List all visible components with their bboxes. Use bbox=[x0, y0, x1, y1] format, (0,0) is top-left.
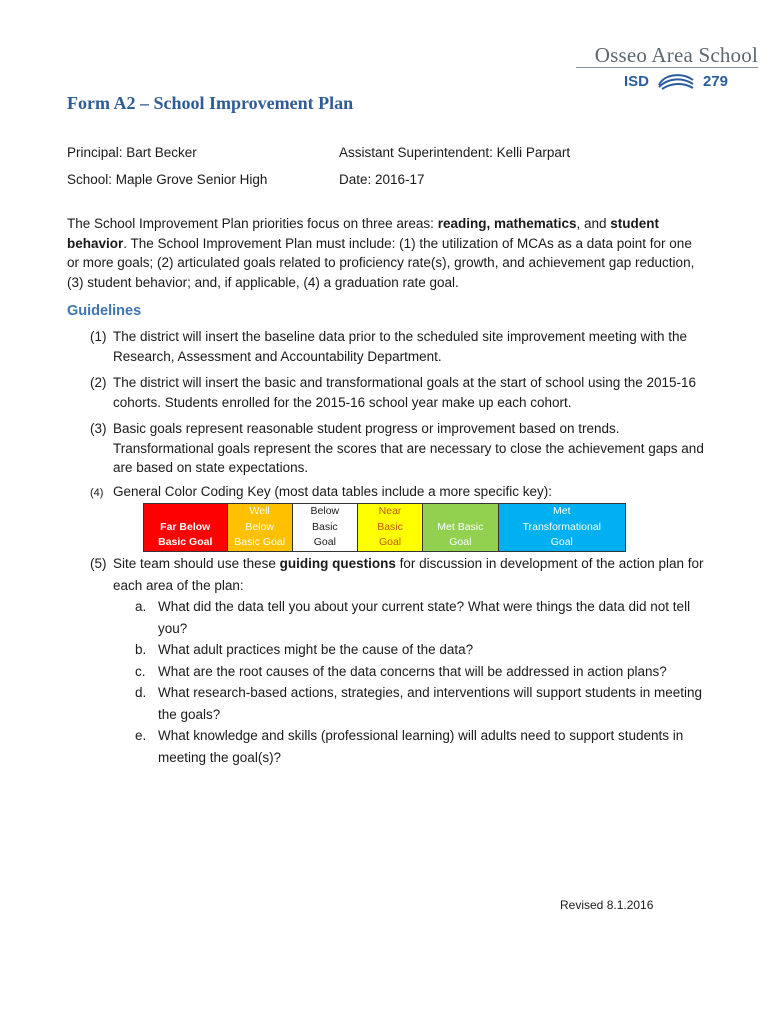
color-key-line: Met Basic bbox=[437, 520, 484, 533]
guideline-number: (1) bbox=[90, 329, 107, 344]
school-field: School: Maple Grove Senior High bbox=[67, 172, 268, 187]
swoosh-icon bbox=[656, 74, 696, 90]
guideline-number: (5) bbox=[90, 556, 107, 571]
district-logo bbox=[576, 44, 758, 94]
color-key-line: Well bbox=[249, 505, 270, 517]
color-key-line: Basic bbox=[377, 520, 403, 533]
list-marker: d. bbox=[135, 685, 147, 700]
color-key-cell bbox=[227, 504, 292, 552]
color-key-line: Transformational bbox=[522, 520, 601, 533]
list-item bbox=[135, 596, 710, 639]
intro-paragraph bbox=[67, 214, 707, 292]
list-item-text: What knowledge and skills (professional learning) will adults need to support students in meeting the goal(s)? bbox=[158, 728, 684, 765]
guideline-number: (2) bbox=[90, 375, 107, 390]
guidelines-heading: Guidelines bbox=[67, 303, 142, 319]
intro-bold-2: student behavior bbox=[67, 216, 660, 251]
color-key-row bbox=[144, 504, 626, 552]
guideline-text: The district will insert the baseline data prior to the scheduled site improvement meeting with the Research, Assessment and Accountability Department. bbox=[113, 329, 688, 364]
color-key-line bbox=[144, 504, 227, 520]
assistant-superintendent-field: Assistant Superintendent: Kelli Parpart bbox=[339, 145, 571, 160]
principal-field: Principal: Bart Becker bbox=[67, 145, 197, 160]
guideline-5-text-2: for discussion in development of the action plan for each area of the plan: bbox=[113, 556, 704, 593]
color-key-line: Near bbox=[378, 505, 402, 517]
intro-text-2: , and bbox=[576, 216, 611, 231]
guiding-questions-list bbox=[135, 596, 710, 768]
date-field: Date: 2016-17 bbox=[339, 172, 425, 187]
guideline-text: Basic goals represent reasonable student progress or improvement based on trends. Transformational goals represent the scores that are necessary to close the achievement gaps and are based on state expectations. bbox=[113, 421, 704, 475]
list-item-text: What are the root causes of the data concerns that will be addressed in action plans? bbox=[158, 663, 667, 679]
guiding-questions-emphasis: guiding questions bbox=[279, 556, 396, 571]
color-key-line: Goal bbox=[378, 536, 402, 548]
guideline-item bbox=[90, 373, 705, 412]
guideline-number: (4) bbox=[90, 487, 104, 499]
color-key-line: Goal bbox=[550, 536, 573, 548]
guideline-item bbox=[90, 553, 705, 596]
list-marker: c. bbox=[135, 663, 146, 679]
color-key-line: Goal bbox=[313, 536, 336, 548]
page-title: Form A2 – School Improvement Plan bbox=[67, 93, 354, 113]
logo-district bbox=[576, 73, 758, 90]
list-item-text: What did the data tell you about your current state? What were things the data did not tell you? bbox=[158, 599, 691, 636]
logo-divider bbox=[576, 67, 758, 68]
logo-org-name: Osseo Area School bbox=[594, 43, 758, 67]
guideline-5-text-1: Site team should use these bbox=[113, 556, 280, 571]
color-key-line: Far Below bbox=[160, 520, 211, 533]
color-key-cell bbox=[357, 504, 422, 552]
list-item bbox=[135, 639, 710, 661]
revision-date: Revised 8.1.2016 bbox=[560, 898, 654, 912]
color-key-cell bbox=[144, 504, 228, 552]
list-item bbox=[135, 661, 710, 683]
guideline-item bbox=[90, 482, 705, 502]
color-key-line: Met bbox=[553, 505, 571, 517]
color-key-line: Basic Goal bbox=[234, 536, 286, 548]
guideline-number: (3) bbox=[90, 421, 107, 436]
list-marker: e. bbox=[135, 728, 147, 743]
list-item-text: What adult practices might be the cause of the data? bbox=[158, 642, 474, 657]
guideline-text: The district will insert the basic and transformational goals at the start of school using the 2015-16 cohorts. Students enrolled for the 2015-16 school year make up each cohort. bbox=[113, 375, 697, 410]
guideline-text: General Color Coding Key (most data tables include a more specific key): bbox=[113, 484, 552, 499]
color-key-cell bbox=[292, 504, 357, 552]
color-key-line: Basic bbox=[312, 520, 338, 533]
guideline-item bbox=[90, 327, 705, 366]
guideline-text bbox=[113, 553, 705, 596]
color-key-cell bbox=[498, 504, 625, 552]
list-item bbox=[135, 682, 710, 725]
logo-isd-label: ISD bbox=[623, 73, 649, 90]
intro-text-3: . The School Improvement Plan must include: (1) the utilization of MCAs as a data point for one or more goals; (2) articulated goals related to proficiency rate(s), growth, and achievement gap reduction, (3) student behavior; and, if applicable, (4) a graduation rate goal. bbox=[67, 235, 695, 290]
color-key-line bbox=[423, 504, 497, 520]
guideline-item bbox=[90, 419, 705, 478]
list-item-text: What research-based actions, strategies, and interventions will support students in meeting the goals? bbox=[158, 685, 703, 722]
color-key-cell bbox=[423, 504, 498, 552]
color-key-line: Basic Goal bbox=[158, 536, 213, 548]
color-key-line: Below bbox=[310, 505, 340, 517]
color-key-line: Below bbox=[245, 520, 274, 533]
logo-isd-number: 279 bbox=[702, 73, 728, 90]
color-key-table bbox=[143, 503, 626, 552]
intro-text-1: The School Improvement Plan priorities focus on three areas: bbox=[67, 216, 438, 231]
list-item bbox=[135, 725, 710, 768]
list-marker: a. bbox=[135, 599, 147, 614]
intro-bold-1: reading, mathematics bbox=[437, 216, 577, 231]
list-marker: b. bbox=[135, 642, 147, 657]
color-key-line: Goal bbox=[449, 536, 472, 548]
